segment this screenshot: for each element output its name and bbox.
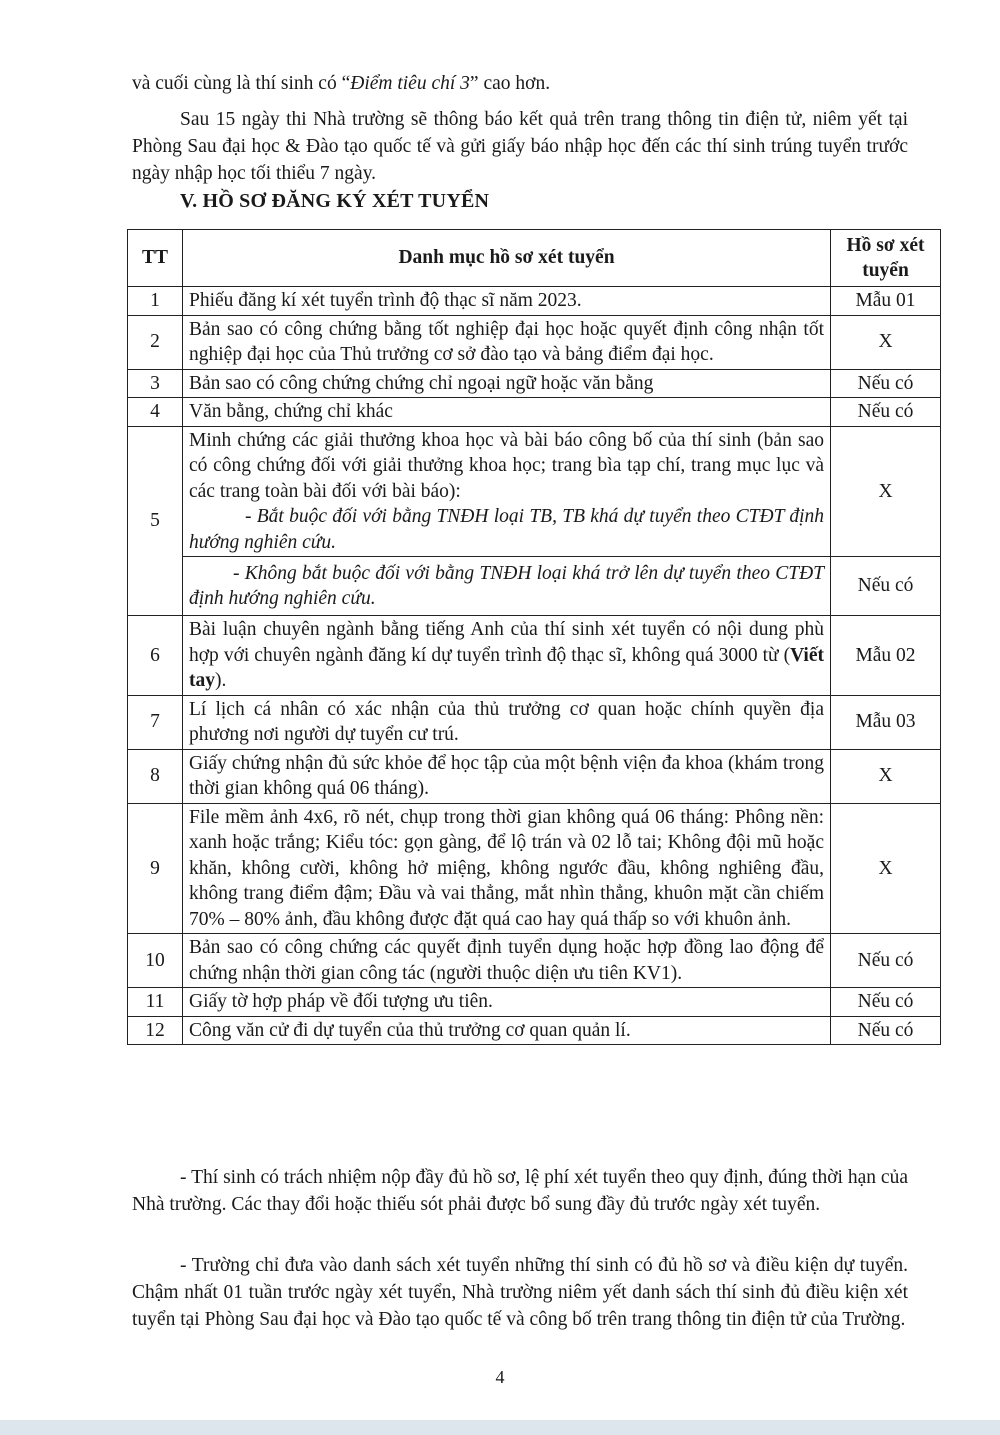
row-name [183,616,831,696]
table-row [128,1016,941,1045]
page-number: 4 [495,1367,505,1387]
para-italic-text: Điểm tiêu chí 3 [350,73,470,94]
section-heading: V. HỒ SƠ ĐĂNG KÝ XÉT TUYỂN [180,190,490,212]
row-req: Nếu có [831,1016,941,1045]
row-name: Giấy chứng nhận đủ sức khỏe để học tập của một bệnh viện đa khoa (khám trong thời gian không quá 06 tháng). [183,749,831,803]
row-name: Phiếu đăng kí xét tuyển trình độ thạc sĩ năm 2023. [183,287,831,316]
row-req: X [831,426,941,557]
row-name: Công văn cử đi dự tuyển của thủ trưởng cơ quan quản lí. [183,1016,831,1045]
row-req: Nếu có [831,557,941,616]
row-req: X [831,749,941,803]
table-row [128,315,941,369]
row-req: Mẫu 01 [831,287,941,316]
row-number: 4 [128,398,183,427]
row-name: Lí lịch cá nhân có xác nhận của thủ trưởng cơ quan hoặc chính quyền địa phương nơi người dự tuyển cư trú. [183,695,831,749]
row-number: 11 [128,988,183,1017]
row-req: X [831,803,941,934]
table-row [128,287,941,316]
row-req: Mẫu 03 [831,695,941,749]
table-row [128,616,941,696]
paragraph-results-notice: Sau 15 ngày thi Nhà trường sẽ thông báo kết quả trên trang thông tin điện tử, niêm yết tại Phòng Sau đại học & Đào tạo quốc tế và gửi giấy báo nhập học đến các thí sinh trúng tuyển trước ngày nhập học tối thiểu 7 ngày. [132,109,908,184]
row-number: 9 [128,803,183,934]
para-text: và cuối cùng là thí sinh có “ [132,73,351,94]
row-req: Nếu có [831,988,941,1017]
table-row [128,557,941,616]
table-row [128,988,941,1017]
row-number: 8 [128,749,183,803]
row-number: 1 [128,287,183,316]
paragraph-applicant-responsibility: - Thí sinh có trách nhiệm nộp đầy đủ hồ sơ, lệ phí xét tuyển theo quy định, đúng thời hạn của Nhà trường. Các thay đổi hoặc thiếu sót phải được bổ sung đầy đủ trước ngày xét tuyển. [132,1167,908,1215]
row-name-text: Bài luận chuyên ngành bằng tiếng Anh của thí sinh xét tuyển có nội dung phù hợp với chuyên ngành đăng kí dự tuyển trình độ thạc sĩ, không quá 3000 từ ( [189,619,824,666]
row-name [183,557,831,616]
row-number: 10 [128,934,183,988]
row-number: 2 [128,315,183,369]
row-number: 12 [128,1016,183,1045]
row-req: Nếu có [831,369,941,398]
row-name: Giấy tờ hợp pháp về đối tượng ưu tiên. [183,988,831,1017]
header-tt: TT [128,230,183,287]
row-req: Mẫu 02 [831,616,941,696]
subitem-text: - Bắt buộc đối với bằng TNĐH loại TB, TB khá dự tuyển theo CTĐT định hướng nghiên cứu. [189,506,824,553]
paragraph-criteria-end [132,70,908,97]
table-row [128,695,941,749]
subitem-text: - Không bắt buộc đối với bằng TNĐH loại khá trở lên dự tuyển theo CTĐT định hướng nghiên cứu. [189,562,824,609]
row-number: 3 [128,369,183,398]
table-row [128,803,941,934]
row-req: X [831,315,941,369]
table-row [128,369,941,398]
row-name-text: ). [215,670,227,691]
table-row [128,398,941,427]
table-header-row [128,230,941,287]
row-req: Nếu có [831,934,941,988]
paragraph-candidate-list: - Trường chỉ đưa vào danh sách xét tuyển những thí sinh có đủ hồ sơ và điều kiện dự tuyển. Chậm nhất 01 tuần trước ngày xét tuyển, Nhà trường niêm yết danh sách thí sinh đủ điều kiện xét tuyển tại Phòng Sau đại học và Đào tạo quốc tế và công bố trên trang thông tin điện tử của Trường. [132,1255,908,1330]
row-subitem-required [189,504,824,555]
row-name: Bản sao có công chứng chứng chỉ ngoại ngữ hoặc văn bằng [183,369,831,398]
row-name: File mềm ảnh 4x6, rõ nét, chụp trong thời gian không quá 06 tháng: Phông nền: xanh hoặc trắng; Kiểu tóc: gọn gàng, để lộ trán và 02 lỗ tai; Không đội mũ hoặc khăn, không cười, không hở miệng, không ngước đầu, không nghiêng đầu, không trang điểm đậm; Đầu và vai thẳng, mắt nhìn thẳng, khuôn mặt cần chiếm 70% – 80% ảnh, đầu không được đặt quá cao hay quá thấp so với khuôn ảnh. [183,803,831,934]
header-req: Hồ sơ xét tuyển [831,230,941,287]
row-number: 6 [128,616,183,696]
row-name: Bản sao có công chứng bằng tốt nghiệp đại học hoặc quyết định công nhận tốt nghiệp đại học của Thủ trưởng cơ sở đào tạo và bảng điểm đại học. [183,315,831,369]
row-name: Bản sao có công chứng các quyết định tuyển dụng hoặc hợp đồng lao động để chứng nhận thời gian công tác (người thuộc diện ưu tiên KV1). [183,934,831,988]
row-req: Nếu có [831,398,941,427]
header-name: Danh mục hồ sơ xét tuyển [183,230,831,287]
row-name: Văn bằng, chứng chỉ khác [183,398,831,427]
para-text: ” cao hơn. [469,73,551,94]
row-name [183,426,831,557]
scan-edge [0,1420,1000,1435]
row-subitem-optional [189,561,824,612]
table-row [128,749,941,803]
row-name-bold: Viết tay [189,644,824,691]
documents-table [127,229,941,1045]
row-number: 5 [128,426,183,616]
table-row [128,426,941,557]
table-row [128,934,941,988]
row-name-main: Minh chứng các giải thưởng khoa học và bài báo công bố của thí sinh (bản sao có công chứng đối với giải thưởng khoa học; trang bìa tạp chí, trang mục lục và các trang toàn bài đối với bài báo): [189,429,824,502]
row-number: 7 [128,695,183,749]
